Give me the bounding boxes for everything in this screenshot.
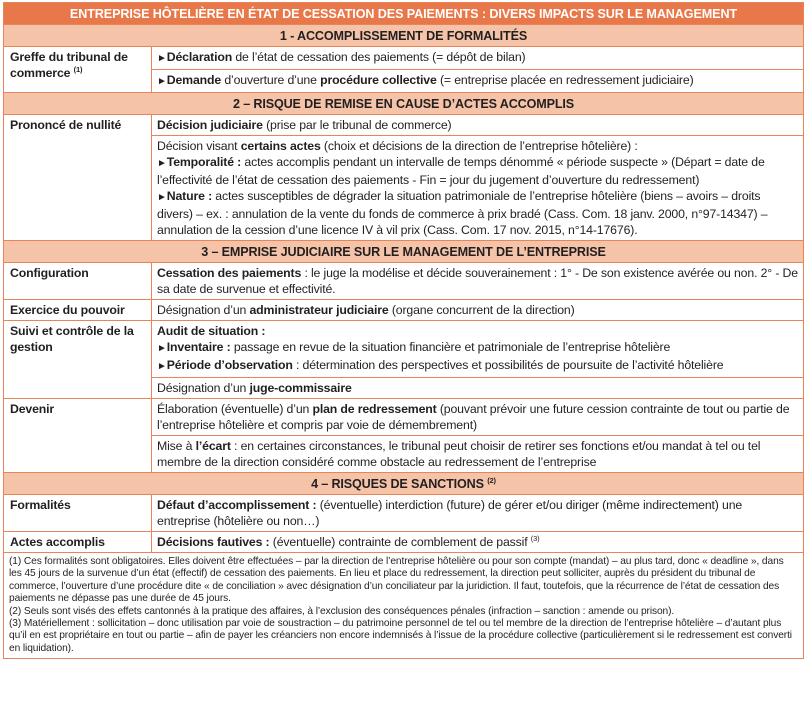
- plan-text-a: Élaboration (éventuelle) d’un: [157, 402, 313, 416]
- plan-cell: [152, 399, 804, 436]
- ecart-text-a: Mise à: [157, 439, 196, 453]
- temporalite-term: Temporalité :: [166, 155, 242, 169]
- table-row: [4, 263, 804, 300]
- actes-vises-cell: [152, 136, 804, 241]
- table-row: [4, 532, 804, 553]
- section-1-title: 1 - ACCOMPLISSEMENT DE FORMALITÉS: [4, 25, 804, 47]
- cessation-term: Cessation des paiements: [157, 266, 302, 280]
- table-row: [4, 300, 804, 321]
- pouvoir-cell: [152, 300, 804, 321]
- section-3-title: 3 – EMPRISE JUDICIAIRE SUR LE MANAGEMENT DE L’ENTREPRISE: [4, 241, 804, 263]
- footnote-ref-1: (1): [73, 64, 83, 74]
- pouvoir-text-a: Désignation d’un: [157, 303, 250, 317]
- table-row: [4, 399, 804, 436]
- triangle-right-icon: ►: [157, 53, 167, 64]
- inventaire-term: Inventaire :: [166, 340, 231, 354]
- audit-heading: [157, 323, 798, 339]
- section-3-header: [4, 241, 804, 263]
- triangle-right-icon: ►: [157, 76, 167, 87]
- juge-commissaire-term: juge-commissaire: [249, 381, 352, 395]
- footnote-2: (2) Seuls sont visés des effets cantonnés à la pratique des affaires, à l’exclusion des conséquences pénales (infraction – sanction : amende ou prison).: [9, 605, 675, 617]
- actes-intro: [157, 138, 798, 154]
- row-label-formalites: Formalités: [4, 495, 152, 532]
- footnote-ref-3: (3): [530, 533, 540, 543]
- temporalite-item: [157, 154, 798, 188]
- triangle-right-icon: ►: [157, 361, 167, 372]
- greffe-label: Greffe du tribunal de commerce: [10, 50, 128, 80]
- plan-term: plan de redressement: [312, 402, 437, 416]
- table-row: [4, 47, 804, 70]
- table-row: [4, 495, 804, 532]
- section-4-title: [4, 473, 804, 495]
- fautives-term: Décisions fautives :: [157, 535, 270, 549]
- nature-term: Nature :: [166, 189, 213, 203]
- triangle-right-icon: ►: [157, 343, 167, 354]
- configuration-cell: [152, 263, 804, 300]
- configuration-text: : le juge la modélise et décide souverainement : 1° - De son existence avérée ou non. 2° - De sa date de survenue et effectivité.: [157, 266, 798, 296]
- periode-item: [157, 357, 798, 375]
- audit-term: Audit de situation :: [157, 324, 266, 338]
- procedure-term: procédure collective: [320, 73, 437, 87]
- table-title: ENTREPRISE HÔTELIÈRE EN ÉTAT DE CESSATION DES PAIEMENTS : DIVERS IMPACTS SUR LE MANAGEMENT: [4, 3, 804, 25]
- footnotes: [3, 553, 804, 659]
- nature-text: actes susceptibles de dégrader la situation patrimoniale de l’entreprise hôtelière (biens – avoirs – droits divers) – ex. : annulation de la vente du fonds de commerce à prix bradé (Cass. Com. 18 janv. 2000, n°97-14347) – annulation de la cession d’une licence IV à vil prix (Cass. Com. 17 nov. 2015, n°14-17676).: [157, 189, 768, 237]
- table-row: [4, 115, 804, 136]
- footnote-3: (3) Matériellement : sollicitation – donc utilisation par voie de soustraction – du patrimoine personnel de tel ou tel membre de la direction de l’entreprise hôtelière – d’autant plus qu’il en est propriétaire en tout ou partie – afin de payer les créanciers non encore indemnisés à l’issue de la procédure collective (particulièrement si le redressement est converti en liquidation).: [9, 618, 792, 654]
- summary-document: [3, 2, 803, 659]
- section-2-title: 2 – RISQUE DE REMISE EN CAUSE D’ACTES ACCOMPLIS: [4, 93, 804, 115]
- audit-cell: [152, 321, 804, 378]
- periode-text: : détermination des perspectives et possibilités de poursuite de l’activité hôtelière: [292, 358, 724, 372]
- section-4-header: [4, 473, 804, 495]
- certains-actes-term: certains actes: [240, 139, 321, 153]
- defaut-term: Défaut d’accomplissement :: [157, 498, 317, 512]
- defaut-text: (éventuelle) interdiction (future) de gérer et/ou diriger (même indirectement) une entreprise (hôtelière ou non…): [157, 498, 743, 528]
- plan-text-b: (pouvant prévoir une future cession contrainte de tout ou partie de l’entreprise hôtelière et compris par voie de démembrement): [157, 402, 790, 432]
- temporalite-text: actes accomplis pendant un intervalle de temps dénommé « période suspecte » (Départ = date de l’effectivité de l’état de cessation des paiements - Fin = jour du jugement d’ouverture du redressement): [157, 155, 765, 187]
- intro-text-b: (choix et décisions de la direction de l’entreprise hôtelière) :: [320, 139, 638, 153]
- triangle-right-icon: ►: [157, 192, 167, 203]
- nature-item: [157, 188, 798, 238]
- table-row: [4, 321, 804, 378]
- row-label-configuration: Configuration: [4, 263, 152, 300]
- fautives-text: (éventuelle) contrainte de comblement de passif: [269, 535, 528, 549]
- ecart-term: l’écart: [195, 439, 231, 453]
- footnote-ref-2: (2): [487, 475, 496, 485]
- declaration-term: Déclaration: [166, 50, 233, 64]
- row-label-devenir: Devenir: [4, 399, 152, 473]
- decision-cell: [152, 115, 804, 136]
- footnote-1: (1) Ces formalités sont obligatoires. Elles doivent être effectuées – par la direction de l’entreprise hôtelière ou pour son compte (mandat) – au plus tard, donc « deadline », dans les 45 jours de la survenue d’un état (effectif) de cessation des paiements. En lieu et place du redressement, la direction peut solliciter, auprès du président du tribunal de commerce, l’ouverture d’une procédure dite « de conciliation » avec désignation d’un conciliateur par la juridiction. Il faut, toutefois, que la récurrence de l’état de cessation des paiements ne dépasse pas une durée de 45 jours.: [9, 556, 784, 605]
- impacts-table: [3, 2, 804, 553]
- juge-text: Désignation d’un: [157, 381, 250, 395]
- demande-term: Demande: [166, 73, 222, 87]
- section-1-header: [4, 25, 804, 47]
- declaration-cell: [152, 47, 804, 70]
- ecart-text-b: : en certaines circonstances, le tribunal peut choisir de retirer ses fonctions et/ou mandat à tel ou tel membre de la direction considéré comme obstacle au redressement de l’entreprise: [157, 439, 761, 469]
- triangle-right-icon: ►: [157, 158, 167, 169]
- fautives-cell: [152, 532, 804, 553]
- demande-text-a: d’ouverture d’une: [221, 73, 321, 87]
- decision-term: Décision judiciaire: [157, 118, 263, 132]
- decision-text: (prise par le tribunal de commerce): [262, 118, 452, 132]
- section-4-title-text: 4 – RISQUES DE SANCTIONS: [311, 477, 484, 491]
- periode-term: Période d’observation: [166, 358, 293, 372]
- demande-text-b: (= entreprise placée en redressement judiciaire): [436, 73, 694, 87]
- row-label-greffe: [4, 47, 152, 93]
- inventaire-item: [157, 339, 798, 357]
- row-label-suivi: Suivi et contrôle de la gestion: [4, 321, 152, 399]
- row-label-pouvoir: Exercice du pouvoir: [4, 300, 152, 321]
- ecart-cell: [152, 436, 804, 473]
- table-title-row: [4, 3, 804, 25]
- demande-cell: [152, 70, 804, 93]
- juge-cell: [152, 378, 804, 399]
- row-label-nullite: Prononcé de nullité: [4, 115, 152, 241]
- inventaire-text: passage en revue de la situation financière et patrimoniale de l’entreprise hôtelière: [230, 340, 671, 354]
- administrateur-term: administrateur judiciaire: [249, 303, 389, 317]
- row-label-actes: Actes accomplis: [4, 532, 152, 553]
- section-2-header: [4, 93, 804, 115]
- declaration-text: de l’état de cessation des paiements (= dépôt de bilan): [232, 50, 526, 64]
- intro-text-a: Décision visant: [157, 139, 241, 153]
- defaut-cell: [152, 495, 804, 532]
- pouvoir-text-b: (organe concurrent de la direction): [388, 303, 575, 317]
